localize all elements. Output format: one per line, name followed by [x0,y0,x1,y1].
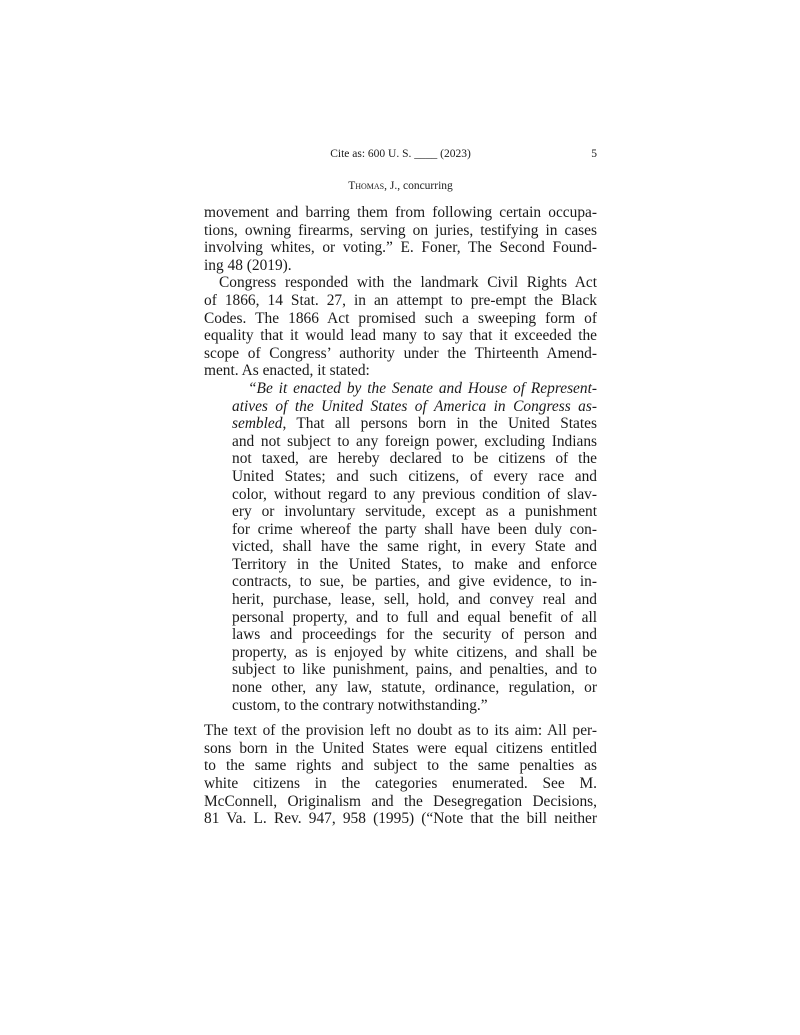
block-quote [232,380,597,714]
text-line: white citizens in the categories enumerated. See M. [204,775,597,792]
quote-italic: sembled [232,415,283,433]
text-line: ing 48 (2019). [204,256,292,274]
quote-line: United States; and such citizens, of every race and [232,467,597,485]
quote-line: herit, purchase, lease, sell, hold, and convey real and [232,591,597,609]
running-head [204,148,597,164]
text-line: tions, owning firearms, serving on juries, testifying in cases [204,221,597,239]
justice-name: Thomas [348,180,385,192]
quote-line: none other, any law, statute, ordinance, regulation, or [232,679,597,697]
quote-italic: “Be it enacted by the Senate and House of Represent- [248,379,597,397]
text-line: 81 Va. L. Rev. 947, 958 (1995) (“Note that the bill neither [204,810,597,828]
text-line: equality that it would lead many to say that it exceeded the [204,327,597,345]
quote-line: ery or involuntary servitude, except as a punishment [232,503,597,521]
quote-line: contracts, to sue, be parties, and give evidence, to in- [232,573,597,591]
text-line: Codes. The 1866 Act promised such a sweeping form of [204,309,597,327]
quote-italic: atives of the United States of America in Congress as- [232,397,597,415]
quote-line: color, without regard to any previous condition of slav- [232,485,597,503]
quote-line: Territory in the United States, to make and enforce [232,555,597,573]
text-line: involving whites, or voting.” E. Foner, The Second Found- [204,239,597,257]
text-line: to the same rights and subject to the same penalties as [204,757,597,775]
text-line: scope of Congress’ authority under the Thirteenth Amend- [204,344,597,362]
quote-line [232,398,597,416]
quote-line: property, as is enjoyed by white citizens, and shall be [232,643,597,661]
page-number: 5 [591,148,597,160]
text-line: Congress responded with the landmark Civil Rights Act [219,274,597,292]
text-line: movement and barring them from following certain occupa- [204,204,597,221]
quote-line: laws and proceedings for the security of person and [232,626,597,644]
quote-line: victed, shall have the same right, in every State and [232,538,597,556]
opinion-heading [204,180,597,192]
quote-line [232,380,597,398]
opinion-type: , J., concurring [384,180,453,192]
quote-line: not taxed, are hereby declared to be citizens of the [232,450,597,468]
citation: Cite as: 600 U. S. ____ (2023) [330,148,471,160]
quote-text: , That all persons born in the United States [282,415,597,433]
text-line: sons born in the United States were equal citizens entitled [204,739,597,757]
quote-line: personal property, and to full and equal benefit of all [232,608,597,626]
quote-line: custom, to the contrary notwithstanding.” [232,696,488,714]
text-line: The text of the provision left no doubt as to its aim: All per- [204,722,597,740]
quote-line: and not subject to any foreign power, excluding Indians [232,432,597,450]
opinion-body [204,204,597,828]
paragraph-3 [204,722,597,828]
text-line: ment. As enacted, it stated: [204,362,370,380]
quote-line: subject to like punishment, pains, and penalties, and to [232,661,597,679]
text-line: McConnell, Originalism and the Desegregation Decisions, [204,792,597,810]
text-line: of 1866, 14 Stat. 27, in an attempt to pre-empt the Black [204,291,597,309]
paragraph-1 [204,204,597,274]
paragraph-2 [204,274,597,380]
quote-line [232,415,597,433]
quote-line: for crime whereof the party shall have been duly con- [232,520,597,538]
